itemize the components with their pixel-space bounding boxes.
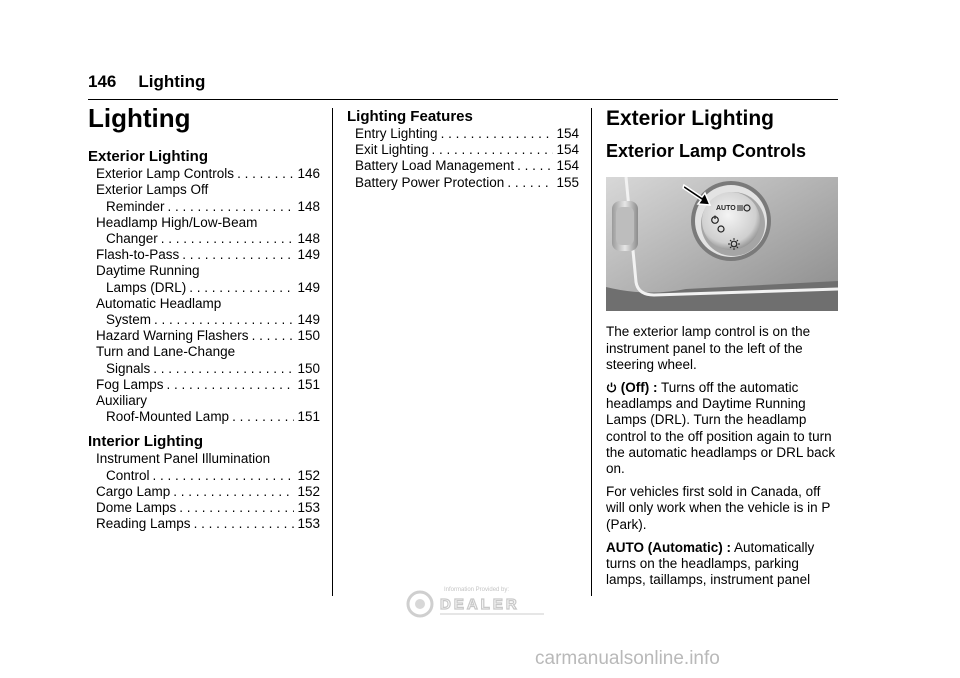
toc-entry-title: Automatic Headlamp [96, 295, 222, 311]
toc-entry[interactable] [96, 344, 320, 376]
toc-heading-lighting-features: Lighting Features [347, 108, 473, 125]
toc-entry[interactable] [96, 377, 320, 393]
dot-leader [237, 166, 294, 182]
toc-entry-title: Auxiliary [96, 393, 148, 409]
dot-leader [168, 199, 295, 215]
dot-leader [252, 328, 295, 344]
toc-entry[interactable] [355, 126, 579, 142]
toc-entry[interactable] [96, 215, 320, 247]
running-title: Lighting [138, 72, 206, 91]
toc-entry[interactable] [96, 166, 320, 182]
dot-leader [173, 484, 294, 500]
toc-page-number: 149 [297, 247, 320, 263]
off-text: Turns off the automatic headlamps and Daytime Running Lamps (DRL). Turn the headlamp control to the off position again to turn the automatic headlamps or DRL back on. [606, 380, 836, 477]
toc-entry-title: Headlamp High/Low-Beam [96, 214, 258, 230]
dot-leader [179, 500, 294, 516]
toc-entry[interactable] [96, 247, 320, 263]
toc-entry-title: Cargo Lamp [96, 483, 171, 499]
dot-leader [154, 312, 294, 328]
toc-page-number: 154 [556, 142, 579, 158]
toc-page-number: 151 [297, 376, 320, 392]
dot-leader [182, 247, 294, 263]
toc-entry-title: Reminder [106, 198, 165, 214]
auto-paragraph [606, 540, 838, 589]
toc-entry-title: Battery Power Protection [355, 174, 505, 190]
toc-entry-title: Battery Load Management [355, 158, 515, 174]
toc-entry-title: Hazard Warning Flashers [96, 328, 249, 344]
toc-section-heading: Exterior Lighting [88, 148, 208, 166]
dealer-watermark [404, 584, 549, 620]
header-rule [88, 99, 838, 100]
dot-leader [507, 175, 553, 191]
auto-text: Automatically turns on the headlamps, parking lamps, taillamps, instrument panel [606, 539, 815, 588]
toc-page-number: 148 [297, 198, 320, 214]
toc-entries [347, 126, 579, 191]
dot-leader [189, 280, 294, 296]
dot-leader [167, 377, 295, 393]
toc-entry-title: Lamps (DRL) [106, 279, 187, 295]
toc-entry[interactable] [355, 158, 579, 174]
toc-page-number: 148 [297, 231, 320, 247]
watermark-caption: Information Provided by: [444, 587, 510, 593]
toc-page-number: 152 [297, 483, 320, 499]
toc-page-number: 151 [297, 409, 320, 425]
toc-entry[interactable] [96, 484, 320, 500]
chapter-title: Lighting [88, 103, 191, 133]
section-title: Exterior Lighting [606, 107, 774, 130]
intro-paragraph: The exterior lamp control is on the instrument panel to the left of the steering wheel. [606, 324, 811, 372]
subsection-title: Exterior Lamp Controls [606, 141, 807, 162]
toc-entry[interactable] [96, 263, 320, 295]
toc-page-number: 153 [297, 500, 320, 516]
toc-entry[interactable] [355, 142, 579, 158]
toc-entry-title: Exit Lighting [355, 142, 429, 158]
off-paragraph [606, 380, 838, 477]
toc-entry[interactable] [96, 296, 320, 328]
toc-entry-title: Changer [106, 231, 158, 247]
toc-page-number: 155 [556, 174, 579, 190]
toc-section-heading: Interior Lighting [88, 433, 203, 451]
toc-entry[interactable] [355, 175, 579, 191]
column-divider [591, 108, 592, 596]
column-divider [332, 108, 333, 596]
off-label: (Off) : [620, 380, 658, 396]
toc-entry-title: Exterior Lamps Off [96, 182, 209, 198]
power-icon [606, 382, 617, 393]
toc-entry-title: Dome Lamps [96, 500, 177, 516]
toc-entry-title: System [106, 312, 152, 328]
page-number: 146 [88, 72, 117, 91]
toc-entry-title: Fog Lamps [96, 376, 164, 392]
lamp-control-photo [606, 177, 838, 311]
toc-entry-title: Entry Lighting [355, 126, 438, 141]
toc-page-number: 153 [297, 516, 320, 532]
toc-entry[interactable] [96, 516, 320, 532]
toc-page-number: 150 [297, 328, 320, 344]
dot-leader [517, 158, 553, 174]
knob-auto-label: AUTO [716, 205, 736, 213]
toc-page-number: 154 [556, 126, 579, 141]
dot-leader [432, 142, 554, 158]
toc-sections [88, 148, 320, 532]
toc-entry[interactable] [96, 500, 320, 516]
toc-entries [88, 166, 320, 425]
toc-column-1 [88, 103, 320, 532]
content-column [606, 108, 838, 588]
toc-column-2 [347, 108, 579, 191]
toc-entry-title: Turn and Lane-Change [96, 344, 236, 360]
toc-entry[interactable] [96, 451, 320, 483]
toc-entry[interactable] [96, 182, 320, 214]
toc-page-number: 150 [297, 360, 320, 376]
auto-label: AUTO (Automatic) : [606, 539, 731, 555]
dot-leader [161, 231, 295, 247]
toc-entry-title: Control [106, 467, 150, 483]
toc-page-number: 149 [297, 279, 320, 295]
toc-entry-title: Instrument Panel Illumination [96, 451, 271, 467]
dot-leader [153, 361, 294, 377]
toc-page-number: 154 [556, 158, 579, 174]
watermark-brand: DEALER [440, 596, 520, 613]
canada-paragraph: For vehicles first sold in Canada, off will only work when the vehicle is in P (Park). [606, 484, 831, 532]
toc-page-number: 149 [297, 312, 320, 328]
dot-leader [441, 126, 554, 142]
dot-leader [232, 409, 294, 425]
toc-entry-title: Reading Lamps [96, 516, 191, 532]
toc-entry-title: Flash-to-Pass [96, 247, 180, 263]
toc-page-number: 152 [297, 467, 320, 483]
dot-leader [153, 468, 295, 484]
site-watermark: carmanualsonline.info [535, 648, 720, 669]
dot-leader [194, 516, 295, 532]
toc-entry-title: Roof-Mounted Lamp [106, 409, 230, 425]
toc-entries [88, 451, 320, 532]
toc-entry[interactable] [96, 393, 320, 425]
toc-entry[interactable] [96, 328, 320, 344]
toc-page-number: 146 [297, 166, 320, 182]
toc-entry-title: Exterior Lamp Controls [96, 166, 235, 182]
toc-entry-title: Daytime Running [96, 263, 200, 279]
page-header [88, 72, 205, 92]
toc-entry-title: Signals [106, 360, 151, 376]
